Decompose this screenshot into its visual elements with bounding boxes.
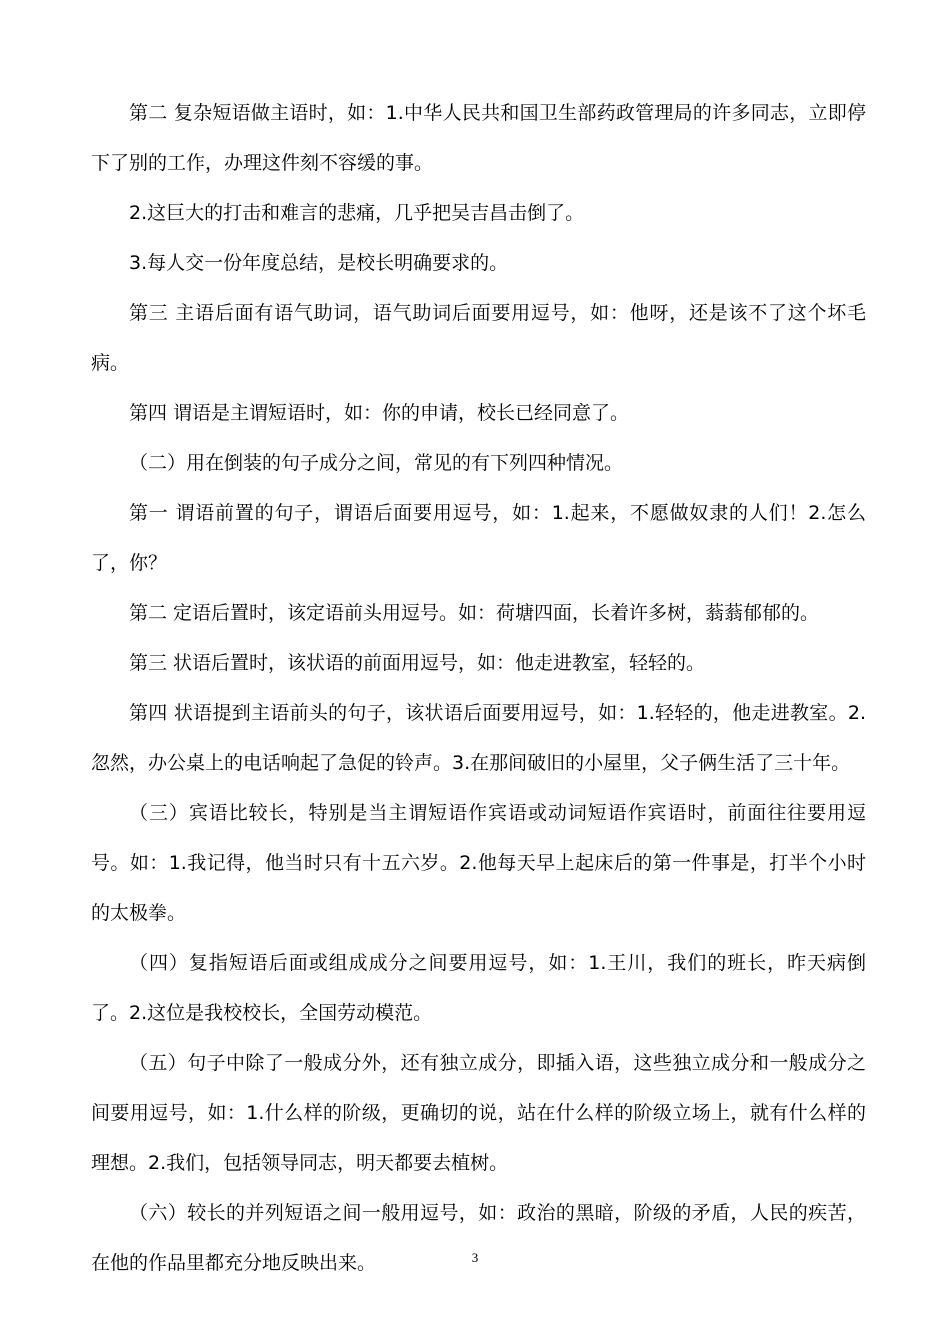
paragraph: （二）用在倒装的句子成分之间，常见的有下列四种情况。 <box>129 452 624 474</box>
paragraph: 2.这巨大的打击和难言的悲痛，几乎把吴吉昌击倒了。 <box>129 202 585 224</box>
paragraph: 第二 复杂短语做主语时，如：1.中华人民共和国卫生部药政管理局的许多同志，立即停下了别的工作，办理这件刻不容缓的事。 <box>91 102 866 174</box>
paragraph: （五）句子中除了一般成分外，还有独立成分，即插入语，这些独立成分和一般成分之间要用逗号，如：1.什么样的阶级，更确切的说，站在什么样的阶级立场上，就有什么样的理想。2.我们，包括领导同志，明天都要去植树。 <box>91 1052 866 1174</box>
paragraph: 第四 谓语是主谓短语时，如：你的申请，校长已经同意了。 <box>129 402 630 424</box>
document-body <box>91 88 866 1288</box>
paragraph: （三）宾语比较长，特别是当主谓短语作宾语或动词短语作宾语时，前面往往要用逗号。如：1.我记得，他当时只有十五六岁。2.他每天早上起床后的第一件事是，打半个小时的太极拳。 <box>91 802 866 924</box>
paragraph: 第四 状语提到主语前头的句子，该状语后面要用逗号，如：1.轻轻的，他走进教室。2.忽然，办公桌上的电话响起了急促的铃声。3.在那间破旧的小屋里，父子俩生活了三十年。 <box>91 702 866 774</box>
paragraph: 第一 谓语前置的句子，谓语后面要用逗号，如：1.起来，不愿做奴隶的人们！2.怎么了，你？ <box>91 502 866 574</box>
paragraph: （四）复指短语后面或组成成分之间要用逗号，如：1.王川，我们的班长，昨天病倒了。2.这位是我校校长，全国劳动模范。 <box>91 952 866 1024</box>
paragraph: 第三 状语后置时，该状语的前面用逗号，如：他走进教室，轻轻的。 <box>129 652 706 674</box>
paragraph: 第三 主语后面有语气助词，语气助词后面要用逗号，如：他呀，还是该不了这个坏毛病。 <box>91 302 866 374</box>
paragraph: （六）较长的并列短语之间一般用逗号，如：政治的黑暗，阶级的矛盾，人民的疾苦，在他的作品里都充分地反映出来。 <box>91 1202 866 1274</box>
paragraph: 3.每人交一份年度总结，是校长明确要求的。 <box>129 252 509 274</box>
paragraph: 第二 定语后置时，该定语前头用逗号。如：荷塘四面，长着许多树，蓊蓊郁郁的。 <box>129 602 820 624</box>
page-number: 3 <box>471 1250 479 1265</box>
